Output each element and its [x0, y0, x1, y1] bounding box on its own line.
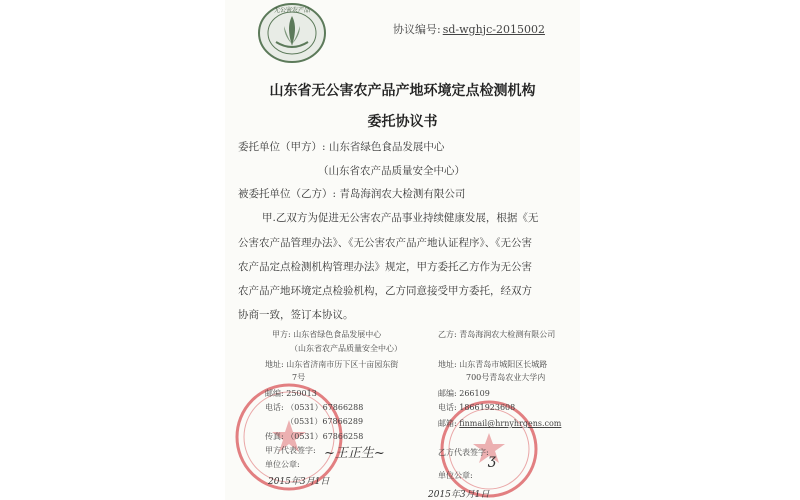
contractor-line [238, 186, 465, 201]
party-a-phone-2: （0531）67866289 [286, 417, 364, 426]
party-b-postcode: 邮编: 266109 [438, 389, 490, 398]
party-a-signature: ~王正生~ [324, 446, 385, 461]
logo-text: 无公害农产品 [273, 7, 311, 14]
contractor-label: 被委托单位（乙方）: [238, 188, 337, 200]
party-a-postcode: 邮编: 250013 [265, 389, 317, 398]
body-line-2: 公害农产品管理办法》、《无公害农产品产地认证程序》、《无公害 [238, 237, 532, 249]
client-label: 委托单位（甲方）: [238, 141, 326, 153]
client-line [238, 139, 444, 154]
body-line-5: 协商一致，签订本协议。 [238, 309, 354, 321]
party-b-phone: 电话: 18661923608 [438, 403, 516, 412]
party-b-date: 2015年3月1日 [428, 490, 490, 500]
party-a-address-line: 地址: 山东省济南市历下区十亩园东街 [265, 360, 399, 369]
party-b-address-2: 700号青岛农业大学内 [466, 373, 546, 382]
client-alias: （山东省农产品质量安全中心） [318, 165, 465, 177]
party-b-name-line: 乙方: 青岛海润农大检测有限公司 [438, 330, 556, 339]
body-line-3: 农产品定点检测机构管理办法》规定，甲方委托乙方作为无公害 [238, 261, 532, 273]
protocol-number [393, 21, 545, 37]
party-a-alias: （山东省农产品质量安全中心） [290, 344, 402, 353]
body-line-1: 甲.乙双方为促进无公害农产品事业持续健康发展，根据《无 [262, 212, 539, 224]
wugonghai-logo-icon [258, 2, 326, 64]
party-a-date: 2015年3月1日 [268, 477, 330, 487]
party-a-rep: 甲方代表签字: [265, 446, 316, 455]
protocol-label: 协议编号: [393, 23, 441, 36]
party-b-rep: 乙方代表签字: [438, 448, 489, 457]
protocol-value: sd-wghjc-2015002 [442, 23, 545, 36]
party-b-seal-label: 单位公章: [438, 471, 473, 480]
party-a-name-line: 甲方: 山东省绿色食品发展中心 [272, 330, 382, 339]
document-subtitle: 委托协议书 [367, 114, 438, 130]
party-b-email: 邮箱: finmail@hrnyhrgens.com [438, 419, 562, 428]
body-line-4: 农产品产地环境定点检验机构，乙方同意接受甲方委托，经双方 [238, 285, 532, 297]
party-b-address-line: 地址: 山东青岛市城阳区长城路 [438, 360, 548, 369]
party-a-address-2: 7号 [292, 373, 306, 382]
client-name: 山东省绿色食品发展中心 [328, 141, 445, 153]
party-a-phone: 电话: （0531）67866288 [265, 403, 364, 412]
document-title: 山东省无公害农产品产地环境定点检测机构 [269, 83, 536, 99]
party-a-seal-label: 单位公章: [265, 460, 300, 469]
party-a-fax: 传真: （0531）67866258 [265, 432, 364, 441]
contractor-name: 青岛海润农大检测有限公司 [339, 188, 466, 200]
party-b-signature: ʒ [488, 452, 496, 468]
